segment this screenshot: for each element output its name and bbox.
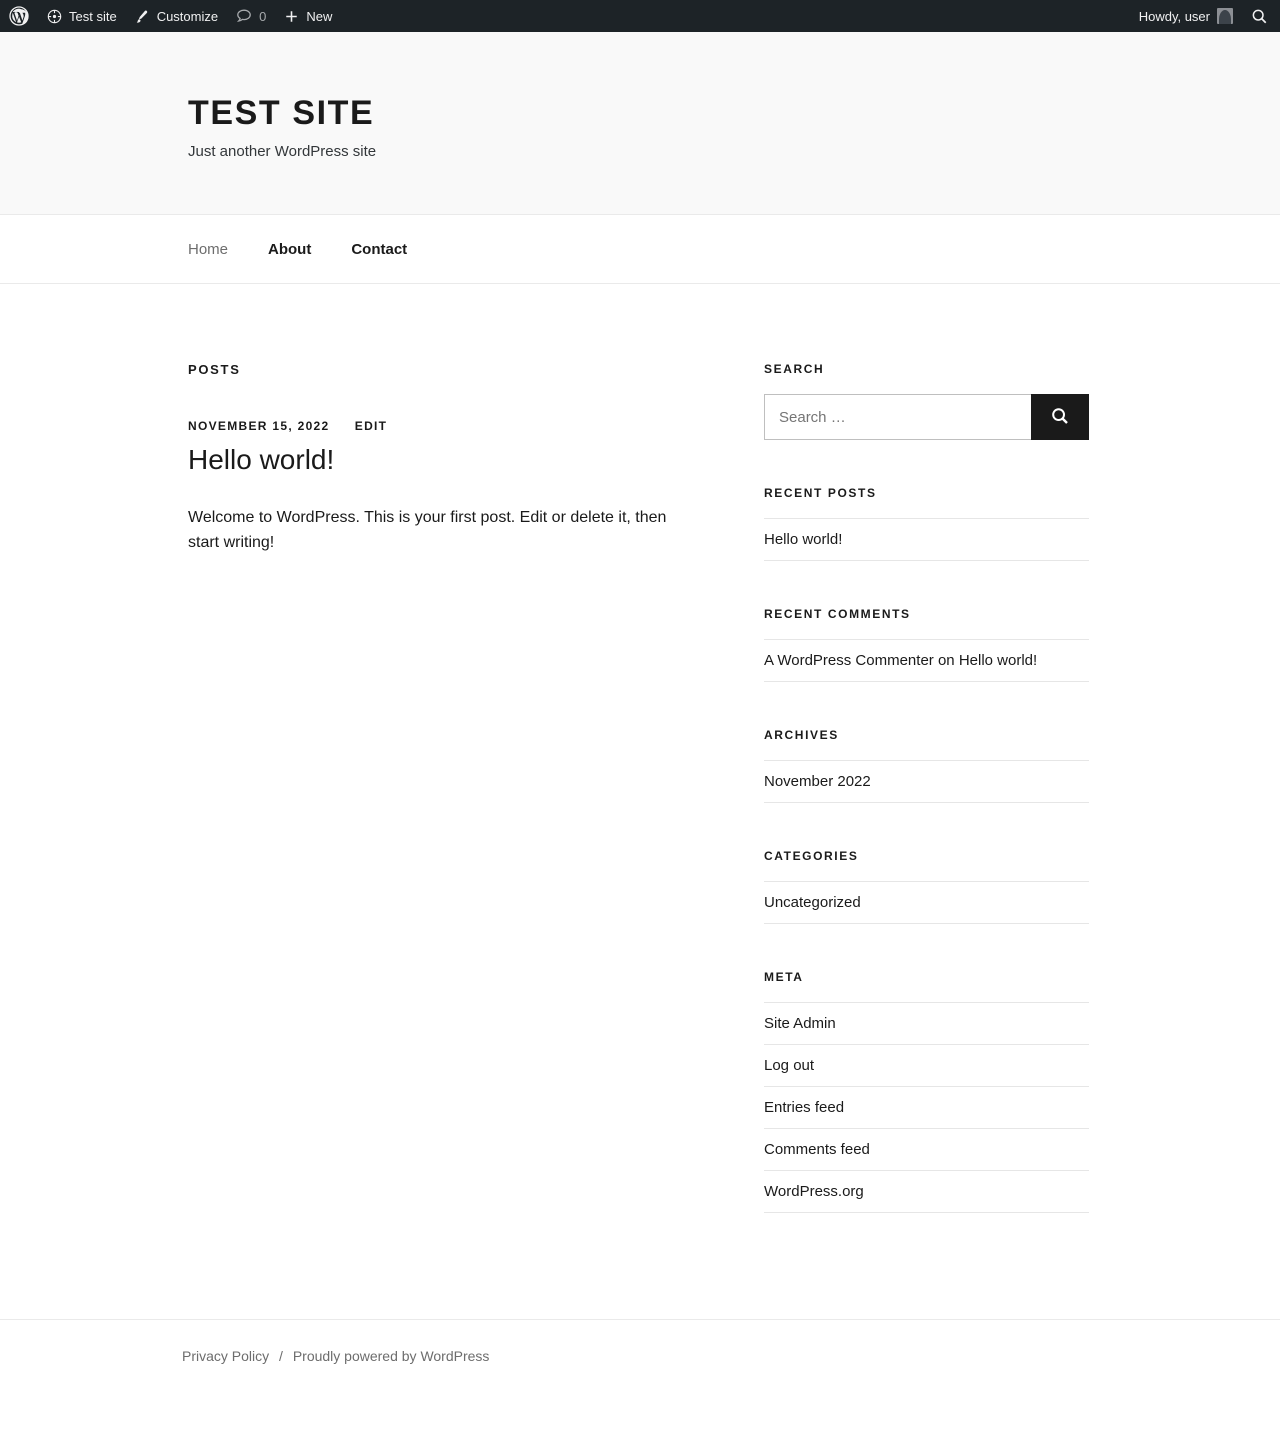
wordpress-logo-icon	[9, 6, 29, 26]
widget-meta	[764, 970, 1089, 1213]
sidebar	[764, 362, 1089, 1259]
wordpress-credit-link[interactable]: Proudly powered by WordPress	[292, 1348, 490, 1364]
search-submit-button[interactable]	[1031, 394, 1089, 440]
admin-bar-search-button[interactable]	[1242, 0, 1272, 32]
widget-title-recent-comments: RECENT COMMENTS	[764, 607, 911, 621]
recent-comments-list	[764, 639, 1089, 682]
post-excerpt: Welcome to WordPress. This is your first post. Edit or delete it, then start writing!	[188, 508, 667, 552]
site-header	[0, 32, 1280, 215]
list-item	[764, 1045, 1089, 1087]
meta-link-log-out[interactable]: Log out	[764, 1057, 815, 1074]
categories-list	[764, 881, 1089, 924]
plus-icon	[284, 9, 299, 24]
comment-post-link[interactable]: Hello world!	[958, 652, 1038, 669]
privacy-policy-link[interactable]: Privacy Policy	[182, 1348, 270, 1364]
admin-bar-new-label: New	[306, 8, 333, 24]
widget-title-archives: ARCHIVES	[764, 728, 839, 742]
list-item	[764, 1087, 1089, 1129]
search-input[interactable]	[764, 394, 1031, 440]
recent-posts-list	[764, 518, 1089, 561]
post-date-link[interactable]: NOVEMBER 15, 2022	[188, 419, 330, 433]
list-item	[764, 881, 1089, 924]
search-form	[764, 394, 1089, 440]
nav-item-about[interactable]: About	[268, 240, 312, 258]
post-title-link[interactable]: Hello world!	[188, 444, 335, 475]
meta-link-comments-feed[interactable]: Comments feed	[764, 1141, 870, 1158]
widget-recent-posts	[764, 486, 1089, 561]
wordpress-logo-button[interactable]	[0, 0, 38, 32]
admin-bar-howdy-label: Howdy, user	[1138, 8, 1210, 24]
post-edit-link[interactable]: EDIT	[354, 419, 388, 433]
main-column	[188, 362, 688, 556]
admin-bar-my-account[interactable]	[1130, 0, 1242, 32]
category-link[interactable]: Uncategorized	[764, 894, 861, 911]
post-meta	[188, 419, 688, 433]
widget-categories	[764, 849, 1089, 924]
page-title[interactable]: TEST SITE	[188, 94, 375, 132]
site-footer	[0, 1319, 1280, 1404]
meta-link-site-admin[interactable]: Site Admin	[764, 1015, 836, 1032]
admin-bar-comments-count: 0	[259, 8, 267, 24]
list-item	[764, 639, 1089, 682]
comment-bubble-icon	[236, 8, 252, 24]
meta-link-wordpress-org[interactable]: WordPress.org	[764, 1183, 864, 1200]
list-item	[764, 1129, 1089, 1171]
widget-title-categories: CATEGORIES	[764, 849, 859, 863]
list-item	[764, 1171, 1089, 1213]
admin-bar-site-name-label: Test site	[69, 8, 117, 24]
widget-title-recent-posts: RECENT POSTS	[764, 486, 877, 500]
search-icon	[1050, 406, 1070, 429]
list-item	[764, 1002, 1089, 1045]
list-item	[764, 760, 1089, 803]
nav-item-home[interactable]: Home	[188, 240, 229, 258]
admin-bar-comments[interactable]	[227, 0, 275, 32]
post-article	[188, 419, 688, 556]
widget-search	[764, 362, 1089, 440]
site-description: Just another WordPress site	[188, 143, 377, 160]
posts-section-title: POSTS	[188, 362, 241, 377]
content-area	[188, 284, 1092, 1319]
admin-bar-site-name[interactable]	[38, 0, 126, 32]
comment-on-label: on	[937, 652, 955, 669]
widget-archives	[764, 728, 1089, 803]
widget-title-meta: META	[764, 970, 804, 984]
admin-bar	[0, 0, 1280, 32]
widget-title-search: SEARCH	[764, 362, 825, 376]
admin-bar-new[interactable]	[275, 0, 341, 32]
list-item	[764, 518, 1089, 561]
primary-navigation	[0, 215, 1280, 284]
meta-list	[764, 1002, 1089, 1213]
nav-item-contact[interactable]: Contact	[351, 240, 408, 258]
meta-link-entries-feed[interactable]: Entries feed	[764, 1099, 845, 1116]
footer-separator: /	[279, 1348, 283, 1364]
search-icon	[1251, 8, 1268, 25]
dashboard-home-icon	[47, 9, 62, 24]
archive-link[interactable]: November 2022	[764, 773, 871, 790]
widget-recent-comments	[764, 607, 1089, 682]
recent-post-link[interactable]: Hello world!	[764, 531, 843, 548]
archives-list	[764, 760, 1089, 803]
admin-bar-customize-label: Customize	[156, 8, 219, 24]
comment-author[interactable]: A WordPress Commenter	[764, 652, 934, 669]
user-avatar	[1217, 8, 1233, 24]
post-title	[188, 443, 688, 477]
paintbrush-icon	[135, 9, 150, 24]
admin-bar-customize[interactable]	[126, 0, 227, 32]
post-content	[188, 505, 688, 556]
